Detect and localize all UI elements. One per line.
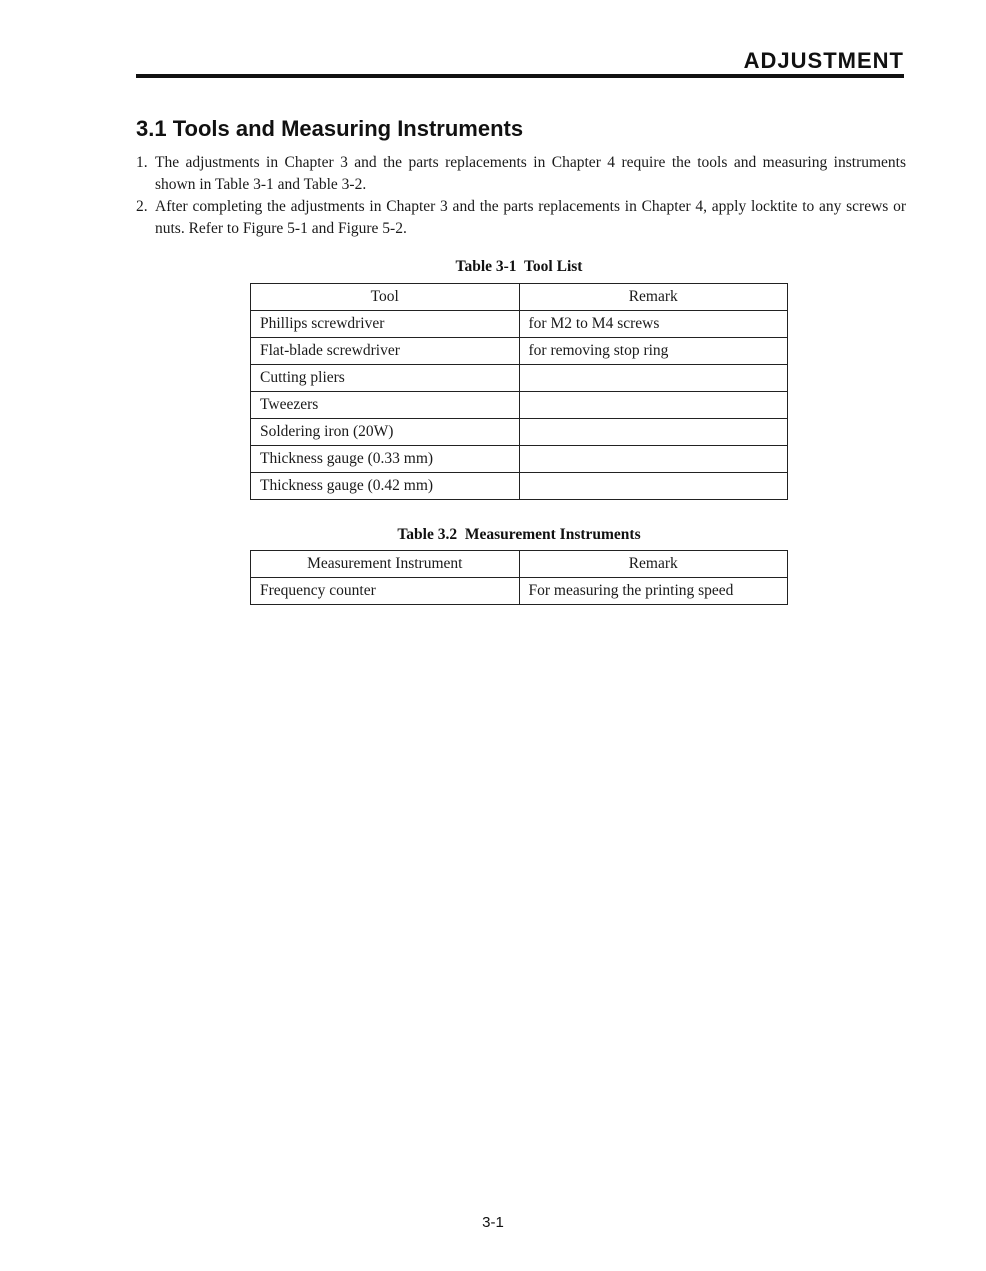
header-rule (136, 74, 904, 78)
table-cell-tool: Thickness gauge (0.33 mm) (251, 446, 520, 473)
table-row (251, 578, 788, 605)
table-cell-remark (519, 446, 787, 473)
instruction-list (136, 152, 906, 240)
table-cell-remark: For measuring the printing speed (519, 578, 787, 605)
list-item (136, 152, 906, 196)
table-cell-remark (519, 473, 787, 500)
table-header-row (251, 551, 788, 578)
list-item-text: After completing the adjustments in Chapter 3 and the parts replacements in Chapter 4, apply locktite to any screws or nuts. Refer to Figure 5-1 and Figure 5-2. (155, 198, 906, 237)
column-header-tool: Tool (251, 284, 520, 311)
list-item (136, 196, 906, 240)
instrument-table (250, 550, 788, 605)
table-cell-tool: Flat-blade screwdriver (251, 338, 520, 365)
table-row (251, 473, 788, 500)
tool-table-caption: Table 3-1 Tool List (455, 258, 583, 275)
table-cell-remark: for removing stop ring (519, 338, 787, 365)
tool-table (250, 283, 788, 500)
table-cell-tool: Soldering iron (20W) (251, 419, 520, 446)
table-cell-instrument: Frequency counter (251, 578, 520, 605)
table-row (251, 392, 788, 419)
column-header-remark: Remark (519, 284, 787, 311)
column-header-remark: Remark (519, 551, 787, 578)
table-header-row (251, 284, 788, 311)
running-head: ADJUSTMENT (743, 48, 904, 73)
table-row (251, 419, 788, 446)
table-row (251, 365, 788, 392)
column-header-instrument: Measurement Instrument (251, 551, 520, 578)
table-cell-remark (519, 365, 787, 392)
table-cell-tool: Tweezers (251, 392, 520, 419)
list-item-number: 1. (136, 154, 148, 171)
instrument-table-caption: Table 3.2 Measurement Instruments (397, 526, 641, 543)
list-item-number: 2. (136, 198, 148, 215)
table-row (251, 446, 788, 473)
table-row (251, 311, 788, 338)
section-title: 3.1 Tools and Measuring Instruments (136, 116, 524, 141)
table-cell-tool: Thickness gauge (0.42 mm) (251, 473, 520, 500)
page-number: 3-1 (482, 1214, 504, 1231)
table-cell-remark: for M2 to M4 screws (519, 311, 787, 338)
table-row (251, 338, 788, 365)
table-cell-tool: Cutting pliers (251, 365, 520, 392)
list-item-text: The adjustments in Chapter 3 and the parts replacements in Chapter 4 require the tools and measuring instruments shown in Table 3-1 and Table 3-2. (155, 154, 906, 193)
table-cell-tool: Phillips screwdriver (251, 311, 520, 338)
table-cell-remark (519, 392, 787, 419)
table-cell-remark (519, 419, 787, 446)
